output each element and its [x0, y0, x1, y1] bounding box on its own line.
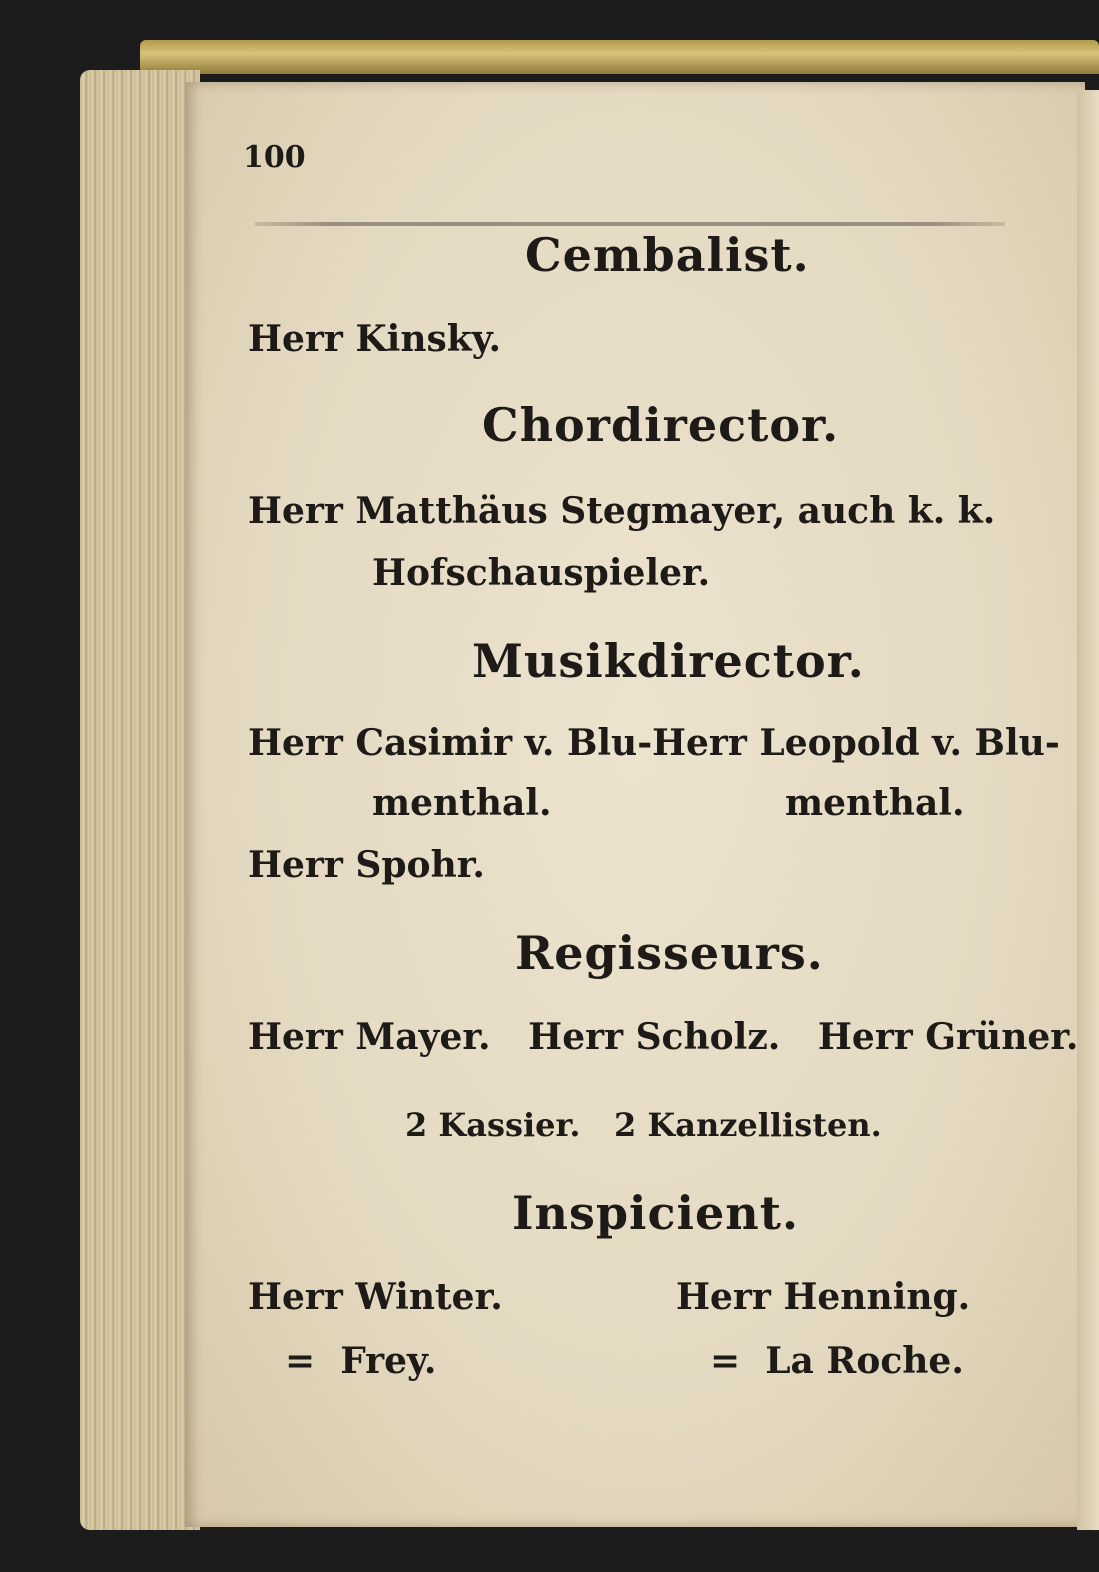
heading-chordirector: Chordirector. [482, 398, 840, 452]
entry-henning: Herr Henning. [676, 1276, 971, 1318]
page-number: 100 [243, 140, 306, 175]
entry-casimir-line1: Herr Casimir v. Blu- [248, 722, 653, 764]
heading-inspicient: Inspicient. [512, 1186, 799, 1240]
entry-leopold-line2: menthal. [785, 782, 965, 824]
entry-frey: = Frey. [285, 1340, 437, 1382]
entry-leopold-line1: Herr Leopold v. Blu- [652, 722, 1060, 764]
book-top-edge [140, 40, 1099, 74]
heading-cembalist: Cembalist. [525, 228, 810, 282]
entry-stegmayer-line2: Hofschauspieler. [372, 552, 711, 594]
entry-winter: Herr Winter. [248, 1276, 503, 1318]
entry-staff: 2 Kassier. 2 Kanzellisten. [405, 1106, 882, 1144]
heading-musikdirector: Musikdirector. [472, 634, 865, 688]
entry-kinsky: Herr Kinsky. [248, 318, 502, 360]
entry-laroche: = La Roche. [710, 1340, 964, 1382]
entry-regisseurs: Herr Mayer. Herr Scholz. Herr Grüner. [248, 1016, 1079, 1058]
page-stack [80, 70, 200, 1530]
header-rule [255, 222, 1005, 226]
heading-regisseurs: Regisseurs. [515, 926, 824, 980]
entry-spohr: Herr Spohr. [248, 844, 485, 886]
page-right-edge [1077, 90, 1099, 1530]
entry-casimir-line2: menthal. [372, 782, 552, 824]
entry-stegmayer-line1: Herr Matthäus Stegmayer, auch k. k. [248, 490, 996, 532]
